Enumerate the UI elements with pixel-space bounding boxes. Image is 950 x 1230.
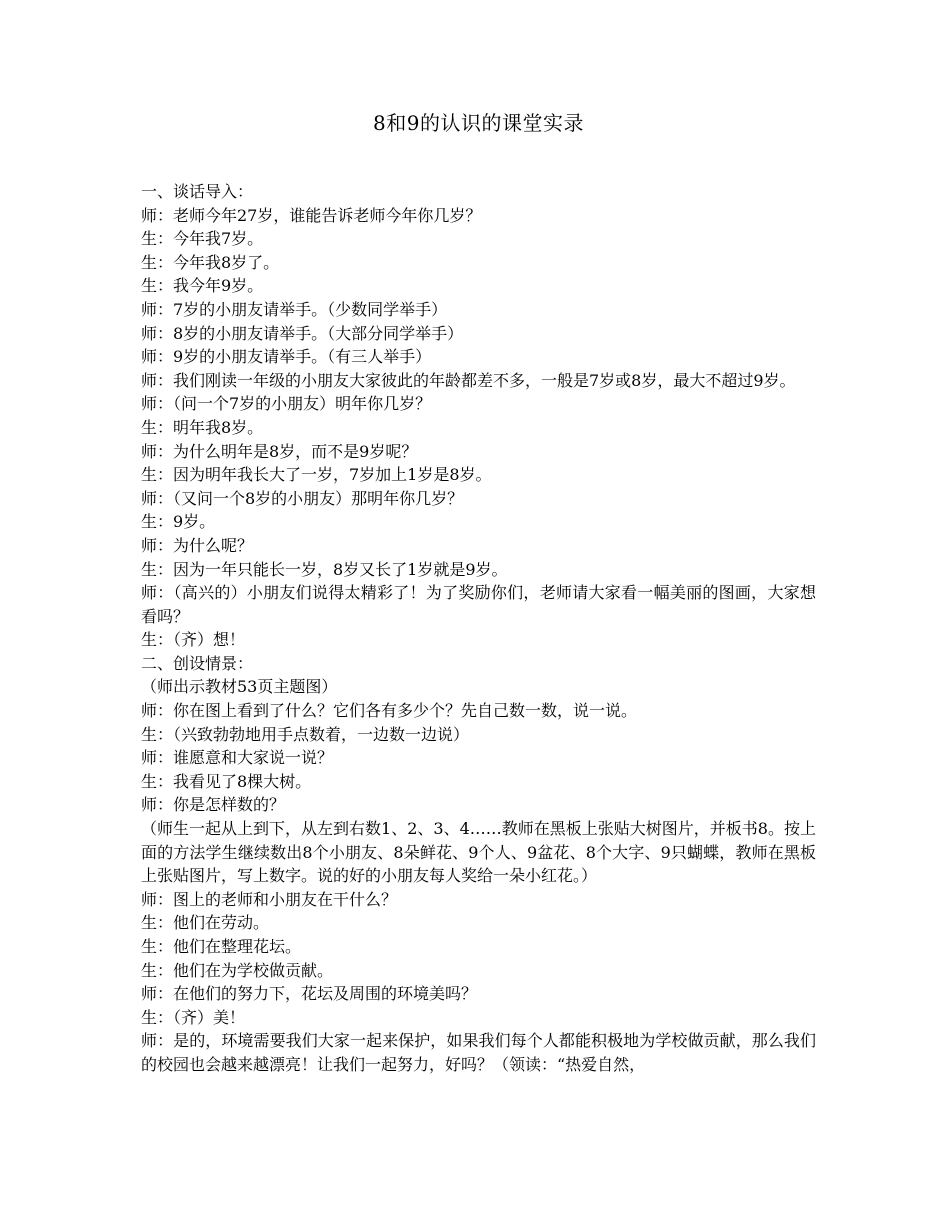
document-title: 8和9的认识的课堂实录 [373,111,584,135]
body-paragraph: 生：（齐）想！ [141,630,246,650]
body-paragraph: 二、创设情景： [141,653,254,673]
body-paragraph: 师：7岁的小朋友请举手。（少数同学举手） [141,299,448,319]
body-paragraph: 师：在他们的努力下，花坛及周围的环境美吗？ [141,984,478,1004]
body-paragraph: 生：明年我8岁。 [141,417,264,437]
body-paragraph: 师：为什么呢？ [141,535,254,555]
body-paragraph: 生：我看见了8棵大树。 [141,771,312,791]
body-paragraph: 生：（齐）美！ [141,1007,246,1027]
body-paragraph: 生：他们在为学校做贡献。 [141,960,334,980]
document-body [141,180,816,1077]
body-paragraph: 生：因为明年我长大了一岁，7岁加上1岁是8岁。 [141,465,492,485]
body-paragraph: 师：8岁的小朋友请举手。（大部分同学举手） [141,323,464,343]
body-paragraph: 一、谈话导入： [141,182,254,201]
body-paragraph: 师：你是怎样数的？ [141,795,286,815]
body-paragraph: 师：是的，环境需要我们大家一起来保护，如果我们每个人都能积极地为学校做贡献，那么我们的校园也会越来越漂亮！让我们一起努力，好吗？（领读：“热爱自然， [141,1031,816,1074]
body-paragraph: 生：我今年9岁。 [141,276,264,296]
body-paragraph: 师：你在图上看到了什么？它们各有多少个？先自己数一数，说一说。 [141,701,638,721]
body-paragraph: 生：9岁。 [141,512,216,532]
body-paragraph: 师：（高兴的）小朋友们说得太精彩了！为了奖励你们，老师请大家看一幅美丽的图画，大家想看吗？ [141,583,816,626]
body-paragraph: 师：谁愿意和大家说一说？ [141,748,334,768]
body-paragraph: 师：为什么明年是8岁，而不是9岁呢？ [141,441,418,461]
body-paragraph: 生：（兴致勃勃地用手点数着，一边数一边说） [141,724,470,744]
body-paragraph: 生：他们在整理花坛。 [141,937,302,956]
body-paragraph: 师：老师今年27岁，谁能告诉老师今年你几岁？ [141,205,482,225]
body-paragraph: 师：9岁的小朋友请举手。（有三人举手） [141,347,432,367]
body-paragraph: 生：因为一年只能长一岁，8岁又长了1岁就是9岁。 [141,559,508,579]
body-paragraph: 师：（问一个7岁的小朋友）明年你几岁？ [141,394,432,414]
body-paragraph: 生：今年我7岁。 [141,229,264,249]
body-paragraph: （师生一起从上到下，从左到右数1、2、3、4……教师在黑板上张贴大树图片，并板书8。按上面的方法学生继续数出8个小朋友、8朵鲜花、9个人、9盆花、8个大字、9只蝴蝶，教师在黑板上张贴图片，写上数字。说的好的小朋友每人奖给一朵小红花。） [141,819,816,886]
body-paragraph: 师：图上的老师和小朋友在干什么？ [141,889,398,909]
body-paragraph: 生：他们在劳动。 [141,913,270,933]
body-paragraph: （师出示教材53页主题图） [141,677,338,697]
body-paragraph: 师：（又问一个8岁的小朋友）那明年你几岁？ [141,488,464,508]
body-paragraph: 师：我们刚读一年级的小朋友大家彼此的年龄都差不多，一般是7岁或8岁，最大不超过9岁。 [141,370,796,390]
body-paragraph: 生：今年我8岁了。 [141,252,280,272]
